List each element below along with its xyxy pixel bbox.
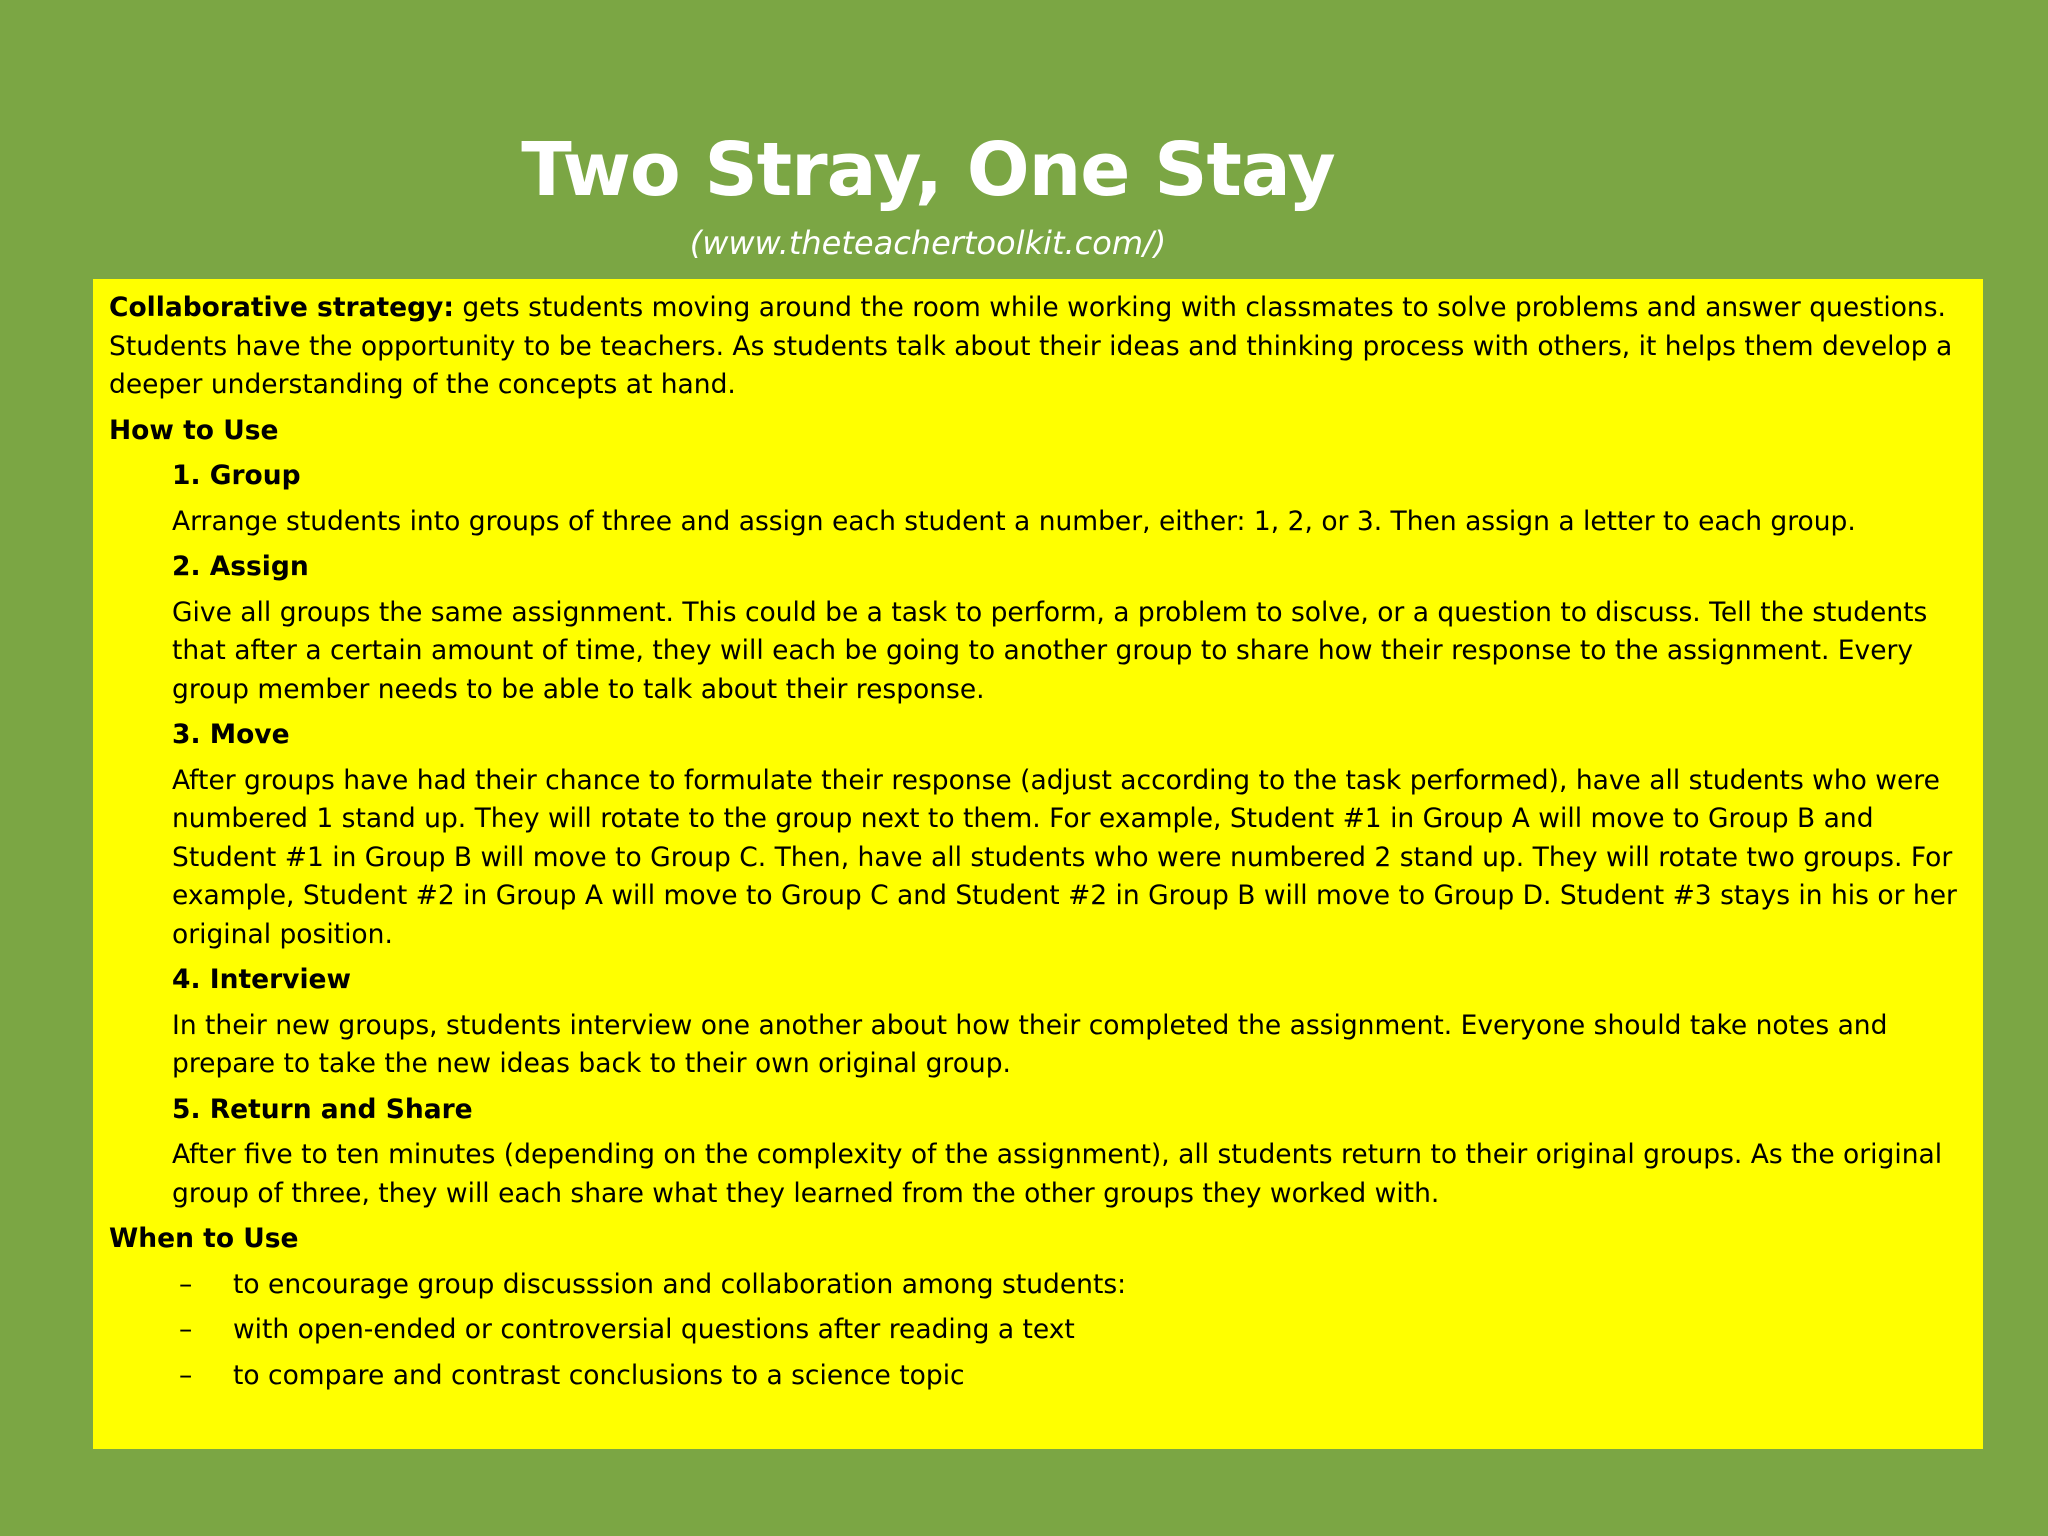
step-title: 1. Group bbox=[172, 460, 301, 491]
step-title: 3. Move bbox=[172, 719, 290, 750]
step-item bbox=[172, 716, 1967, 954]
list-item bbox=[179, 1311, 1967, 1350]
step-item bbox=[172, 548, 1967, 709]
content-box bbox=[93, 279, 1983, 1449]
step-title: 5. Return and Share bbox=[172, 1093, 473, 1125]
step-body: Give all groups the same assignment. This could be a task to perform, a problem to solve, or a question to discuss. Tell the students that after a certain amount of time, they will each be going to another group to share how their response to the assignment. Every group member needs to be able to talk about their response. bbox=[172, 596, 1928, 705]
step-item bbox=[172, 457, 1967, 541]
list-item bbox=[179, 1266, 1967, 1305]
list-item bbox=[179, 1357, 1967, 1396]
intro-text: gets students moving around the room while working with classmates to solve problems and answer questions. Students have the opportunity to be teachers. As students talk about their ideas and thinking process with others, it helps them develop a deeper understanding of the concepts at hand. bbox=[109, 292, 1953, 400]
list-item-text: to encourage group discusssion and collaboration among students: bbox=[233, 1268, 1127, 1300]
when-to-use-heading: When to Use bbox=[109, 1223, 299, 1254]
list-item-text: with open-ended or controversial questions after reading a text bbox=[233, 1314, 1075, 1345]
step-body: In their new groups, students interview one another about how their completed the assignment. Everyone should take notes and prepare to take the new ideas back to their own original group. bbox=[172, 1009, 1888, 1079]
step-item bbox=[172, 961, 1967, 1084]
list-item-text: to compare and contrast conclusions to a science topic bbox=[233, 1359, 965, 1391]
intro-paragraph bbox=[109, 289, 1967, 405]
intro-label: Collaborative strategy: bbox=[109, 292, 454, 323]
dash-bullet: – bbox=[179, 1359, 193, 1391]
step-item bbox=[172, 1091, 1967, 1214]
dash-bullet: – bbox=[179, 1314, 193, 1345]
slide-title: Two Stray, One Stay bbox=[521, 127, 1335, 213]
slide-subtitle: (www.theteachertoolkit.com/) bbox=[689, 224, 1167, 262]
step-body: After groups have had their chance to formulate their response (adjust according to the task performed), have all students who were numbered 1 stand up. They will rotate to the group next to them. For example, Student #1 in Group A will move to Group B and Student #1 in Group B will move to Group C. Then, have all students who were numbered 2 stand up. They will rotate two groups. For example, Student #2 in Group A will move to Group C and Student #2 in Group B will move to Group D. Student #3 stays in his or her original position. bbox=[172, 764, 1957, 950]
how-to-use-heading: How to Use bbox=[109, 414, 279, 446]
step-title: 2. Assign bbox=[172, 551, 309, 582]
when-to-use-list bbox=[109, 1266, 1967, 1396]
steps-list bbox=[109, 457, 1967, 1213]
dash-bullet: – bbox=[179, 1268, 193, 1300]
step-body: Arrange students into groups of three and assign each student a number, either: 1, 2, or 3. Then assign a letter to each group. bbox=[172, 505, 1856, 537]
step-body: After five to ten minutes (depending on the complexity of the assignment), all students return to their original groups. As the original group of three, they will each share what they learned from the other groups they worked with. bbox=[172, 1139, 1943, 1209]
step-title: 4. Interview bbox=[172, 964, 351, 995]
